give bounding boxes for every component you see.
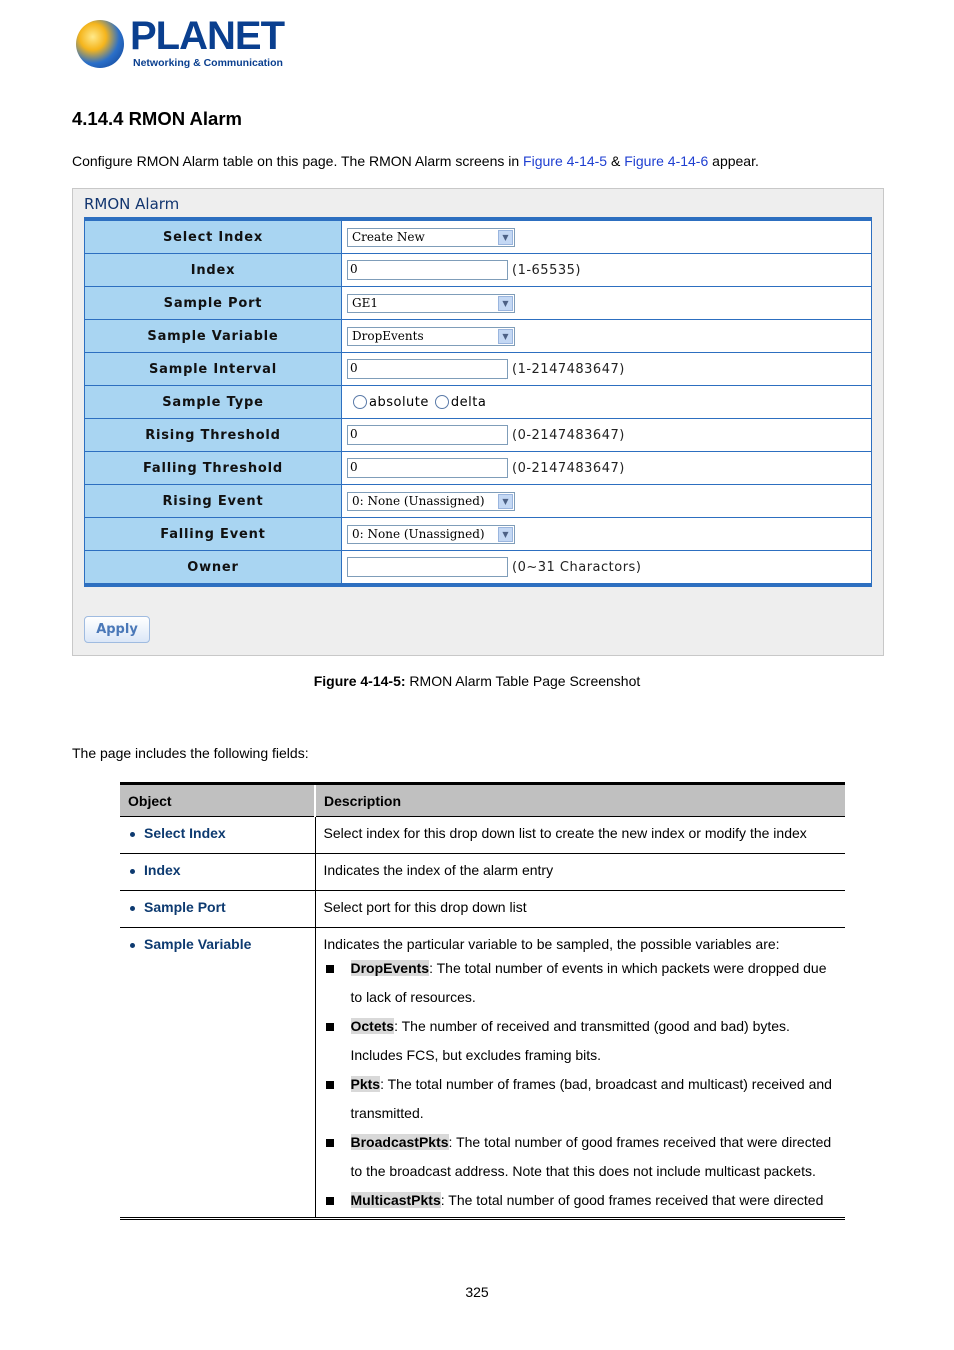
- square-bullet-icon: [326, 1139, 334, 1147]
- rmon-alarm-screenshot: [72, 188, 884, 656]
- variable-term: Octets: [350, 1018, 395, 1034]
- owner-value-cell: [342, 551, 872, 586]
- form-row: [85, 518, 872, 551]
- intro-text: appear.: [708, 153, 759, 169]
- sample-variable-value-cell: [342, 320, 872, 353]
- logo-wordmark: PLANET: [130, 14, 284, 58]
- sample-port-label: Sample Port: [85, 287, 342, 320]
- table-row: [120, 817, 845, 854]
- falling-event-select[interactable]: [347, 525, 515, 544]
- logo-subtitle: Networking & Communication: [133, 57, 283, 69]
- sample-interval-value-cell: [342, 353, 872, 386]
- form-row: [85, 452, 872, 485]
- variable-bullet: [324, 954, 838, 1012]
- square-bullet-icon: [326, 1197, 334, 1205]
- description-text: Select port for this drop down list: [323, 899, 527, 915]
- table-row: [120, 928, 845, 1219]
- sample-port-select[interactable]: [347, 294, 515, 313]
- object-cell: [120, 928, 315, 1219]
- square-bullet-icon: [326, 1023, 334, 1031]
- rising-threshold-range-hint: (0-2147483647): [512, 427, 625, 443]
- input-value: 0: [350, 361, 358, 375]
- select-value: 0: None (Unassigned): [352, 526, 485, 541]
- page-number: 325: [465, 1284, 489, 1300]
- form-row: [85, 320, 872, 353]
- form-row: [85, 419, 872, 452]
- owner-input[interactable]: [347, 557, 508, 577]
- panel-title: RMON Alarm: [84, 195, 180, 213]
- fields-description-table: [120, 782, 845, 1220]
- input-value: 0: [350, 427, 358, 441]
- sample-type-label: Sample Type: [85, 386, 342, 419]
- falling-threshold-range-hint: (0-2147483647): [512, 460, 625, 476]
- form-row: [85, 485, 872, 518]
- input-value: 0: [350, 262, 358, 276]
- form-row: [85, 254, 872, 287]
- rmon-alarm-form: [84, 217, 872, 587]
- sample-variable-select[interactable]: [347, 327, 515, 346]
- falling-event-label: Falling Event: [85, 518, 342, 551]
- description-cell: [315, 928, 845, 1219]
- globe-icon: [76, 20, 124, 68]
- figure-link-2[interactable]: Figure 4-14-6: [624, 153, 709, 169]
- form-row: [85, 287, 872, 320]
- variable-bullet: [324, 1128, 838, 1186]
- falling-threshold-input[interactable]: [347, 458, 508, 478]
- radio-label-delta: delta: [450, 394, 487, 410]
- bullet-dot-icon: [130, 943, 135, 948]
- description-cell: [315, 891, 845, 928]
- square-bullet-icon: [326, 1081, 334, 1089]
- description-text: Select index for this drop down list to create the new index or modify the index: [323, 825, 807, 841]
- object-cell: [120, 891, 315, 928]
- form-row: [85, 353, 872, 386]
- object-name: Select Index: [144, 825, 226, 841]
- object-name: Sample Port: [144, 899, 226, 915]
- falling-threshold-value-cell: [342, 452, 872, 485]
- apply-button[interactable]: Apply: [84, 616, 150, 643]
- input-value: 0: [350, 460, 358, 474]
- chevron-down-icon[interactable]: ▼: [498, 296, 513, 311]
- sample-port-value-cell: [342, 287, 872, 320]
- description-cell: [315, 854, 845, 891]
- fields-intro: The page includes the following fields:: [72, 745, 309, 761]
- section-heading: 4.14.4 RMON Alarm: [72, 108, 242, 129]
- bullet-dot-icon: [130, 906, 135, 911]
- bullet-dot-icon: [130, 832, 135, 837]
- index-input[interactable]: [347, 260, 508, 280]
- object-name: Sample Variable: [144, 936, 252, 952]
- select-value: GE1: [352, 295, 378, 310]
- figure-caption: [0, 673, 954, 689]
- sample-type-value-cell: [342, 386, 872, 419]
- falling-event-value-cell: [342, 518, 872, 551]
- variable-description: : The total number of frames (bad, broadcast and multicast) received and transmitted.: [350, 1076, 832, 1121]
- chevron-down-icon[interactable]: ▼: [498, 494, 513, 509]
- select-value: 0: None (Unassigned): [352, 493, 485, 508]
- rising-threshold-value-cell: [342, 419, 872, 452]
- bullet-dot-icon: [130, 869, 135, 874]
- rising-threshold-label: Rising Threshold: [85, 419, 342, 452]
- intro-paragraph: [72, 153, 759, 169]
- index-value-cell: [342, 254, 872, 287]
- radio-delta[interactable]: [435, 395, 449, 409]
- square-bullet-icon: [326, 965, 334, 973]
- figure-link-1[interactable]: Figure 4-14-5: [523, 153, 608, 169]
- falling-threshold-label: Falling Threshold: [85, 452, 342, 485]
- variable-term: MulticastPkts: [350, 1192, 441, 1208]
- intro-text: Configure RMON Alarm table on this page. The RMON Alarm screens in: [72, 153, 524, 169]
- chevron-down-icon[interactable]: ▼: [498, 329, 513, 344]
- select-index-value-cell: [342, 219, 872, 254]
- select-value: DropEvents: [352, 328, 424, 343]
- variable-bullet: [324, 1070, 838, 1128]
- index-label: Index: [85, 254, 342, 287]
- owner-range-hint: (0~31 Charactors): [512, 559, 642, 575]
- header-description: Description: [315, 784, 845, 817]
- table-row: [120, 891, 845, 928]
- radio-absolute[interactable]: [353, 395, 367, 409]
- variable-description: : The total number of events in which packets were dropped due to lack of resources.: [350, 960, 827, 1005]
- variable-bullet: [324, 1186, 838, 1215]
- form-row: [85, 551, 872, 586]
- header-object: Object: [120, 784, 315, 817]
- rising-threshold-input[interactable]: [347, 425, 508, 445]
- variable-description: : The total number of good frames received that were directed: [440, 1192, 824, 1208]
- object-cell: [120, 854, 315, 891]
- object-cell: [120, 817, 315, 854]
- caption-text: RMON Alarm Table Page Screenshot: [405, 673, 641, 689]
- rising-event-label: Rising Event: [85, 485, 342, 518]
- owner-label: Owner: [85, 551, 342, 586]
- object-name: Index: [144, 862, 181, 878]
- variable-term: DropEvents: [350, 960, 430, 976]
- intro-text: &: [607, 153, 625, 169]
- planet-logo: [76, 14, 284, 74]
- form-row: [85, 219, 872, 254]
- sample-interval-label: Sample Interval: [85, 353, 342, 386]
- variable-description: : The number of received and transmitted (good and bad) bytes. Includes FCS, but excludes framing bits.: [350, 1018, 790, 1063]
- caption-label: Figure 4-14-5:: [313, 673, 406, 689]
- variable-term: Pkts: [350, 1076, 381, 1092]
- index-range-hint: (1-65535): [512, 262, 581, 278]
- description-cell: [315, 817, 845, 854]
- select-index-select[interactable]: [347, 228, 515, 247]
- chevron-down-icon[interactable]: ▼: [498, 230, 513, 245]
- sample-interval-range-hint: (1-2147483647): [512, 361, 625, 377]
- rising-event-select[interactable]: [347, 492, 515, 511]
- description-text: Indicates the index of the alarm entry: [323, 862, 554, 878]
- select-value: Create New: [352, 229, 425, 244]
- variable-bullet: [324, 1012, 838, 1070]
- variable-term: BroadcastPkts: [350, 1134, 449, 1150]
- form-row: [85, 386, 872, 419]
- description-text: Indicates the particular variable to be sampled, the possible variables are:: [323, 936, 780, 952]
- select-index-label: Select Index: [85, 219, 342, 254]
- rising-event-value-cell: [342, 485, 872, 518]
- sample-interval-input[interactable]: [347, 359, 508, 379]
- variable-description: : The total number of good frames received that were directed to the broadcast address. Note that this does not include multicast packets.: [350, 1134, 832, 1179]
- sample-variable-label: Sample Variable: [85, 320, 342, 353]
- chevron-down-icon[interactable]: ▼: [498, 527, 513, 542]
- table-row: [120, 854, 845, 891]
- radio-label-absolute: absolute: [369, 394, 429, 410]
